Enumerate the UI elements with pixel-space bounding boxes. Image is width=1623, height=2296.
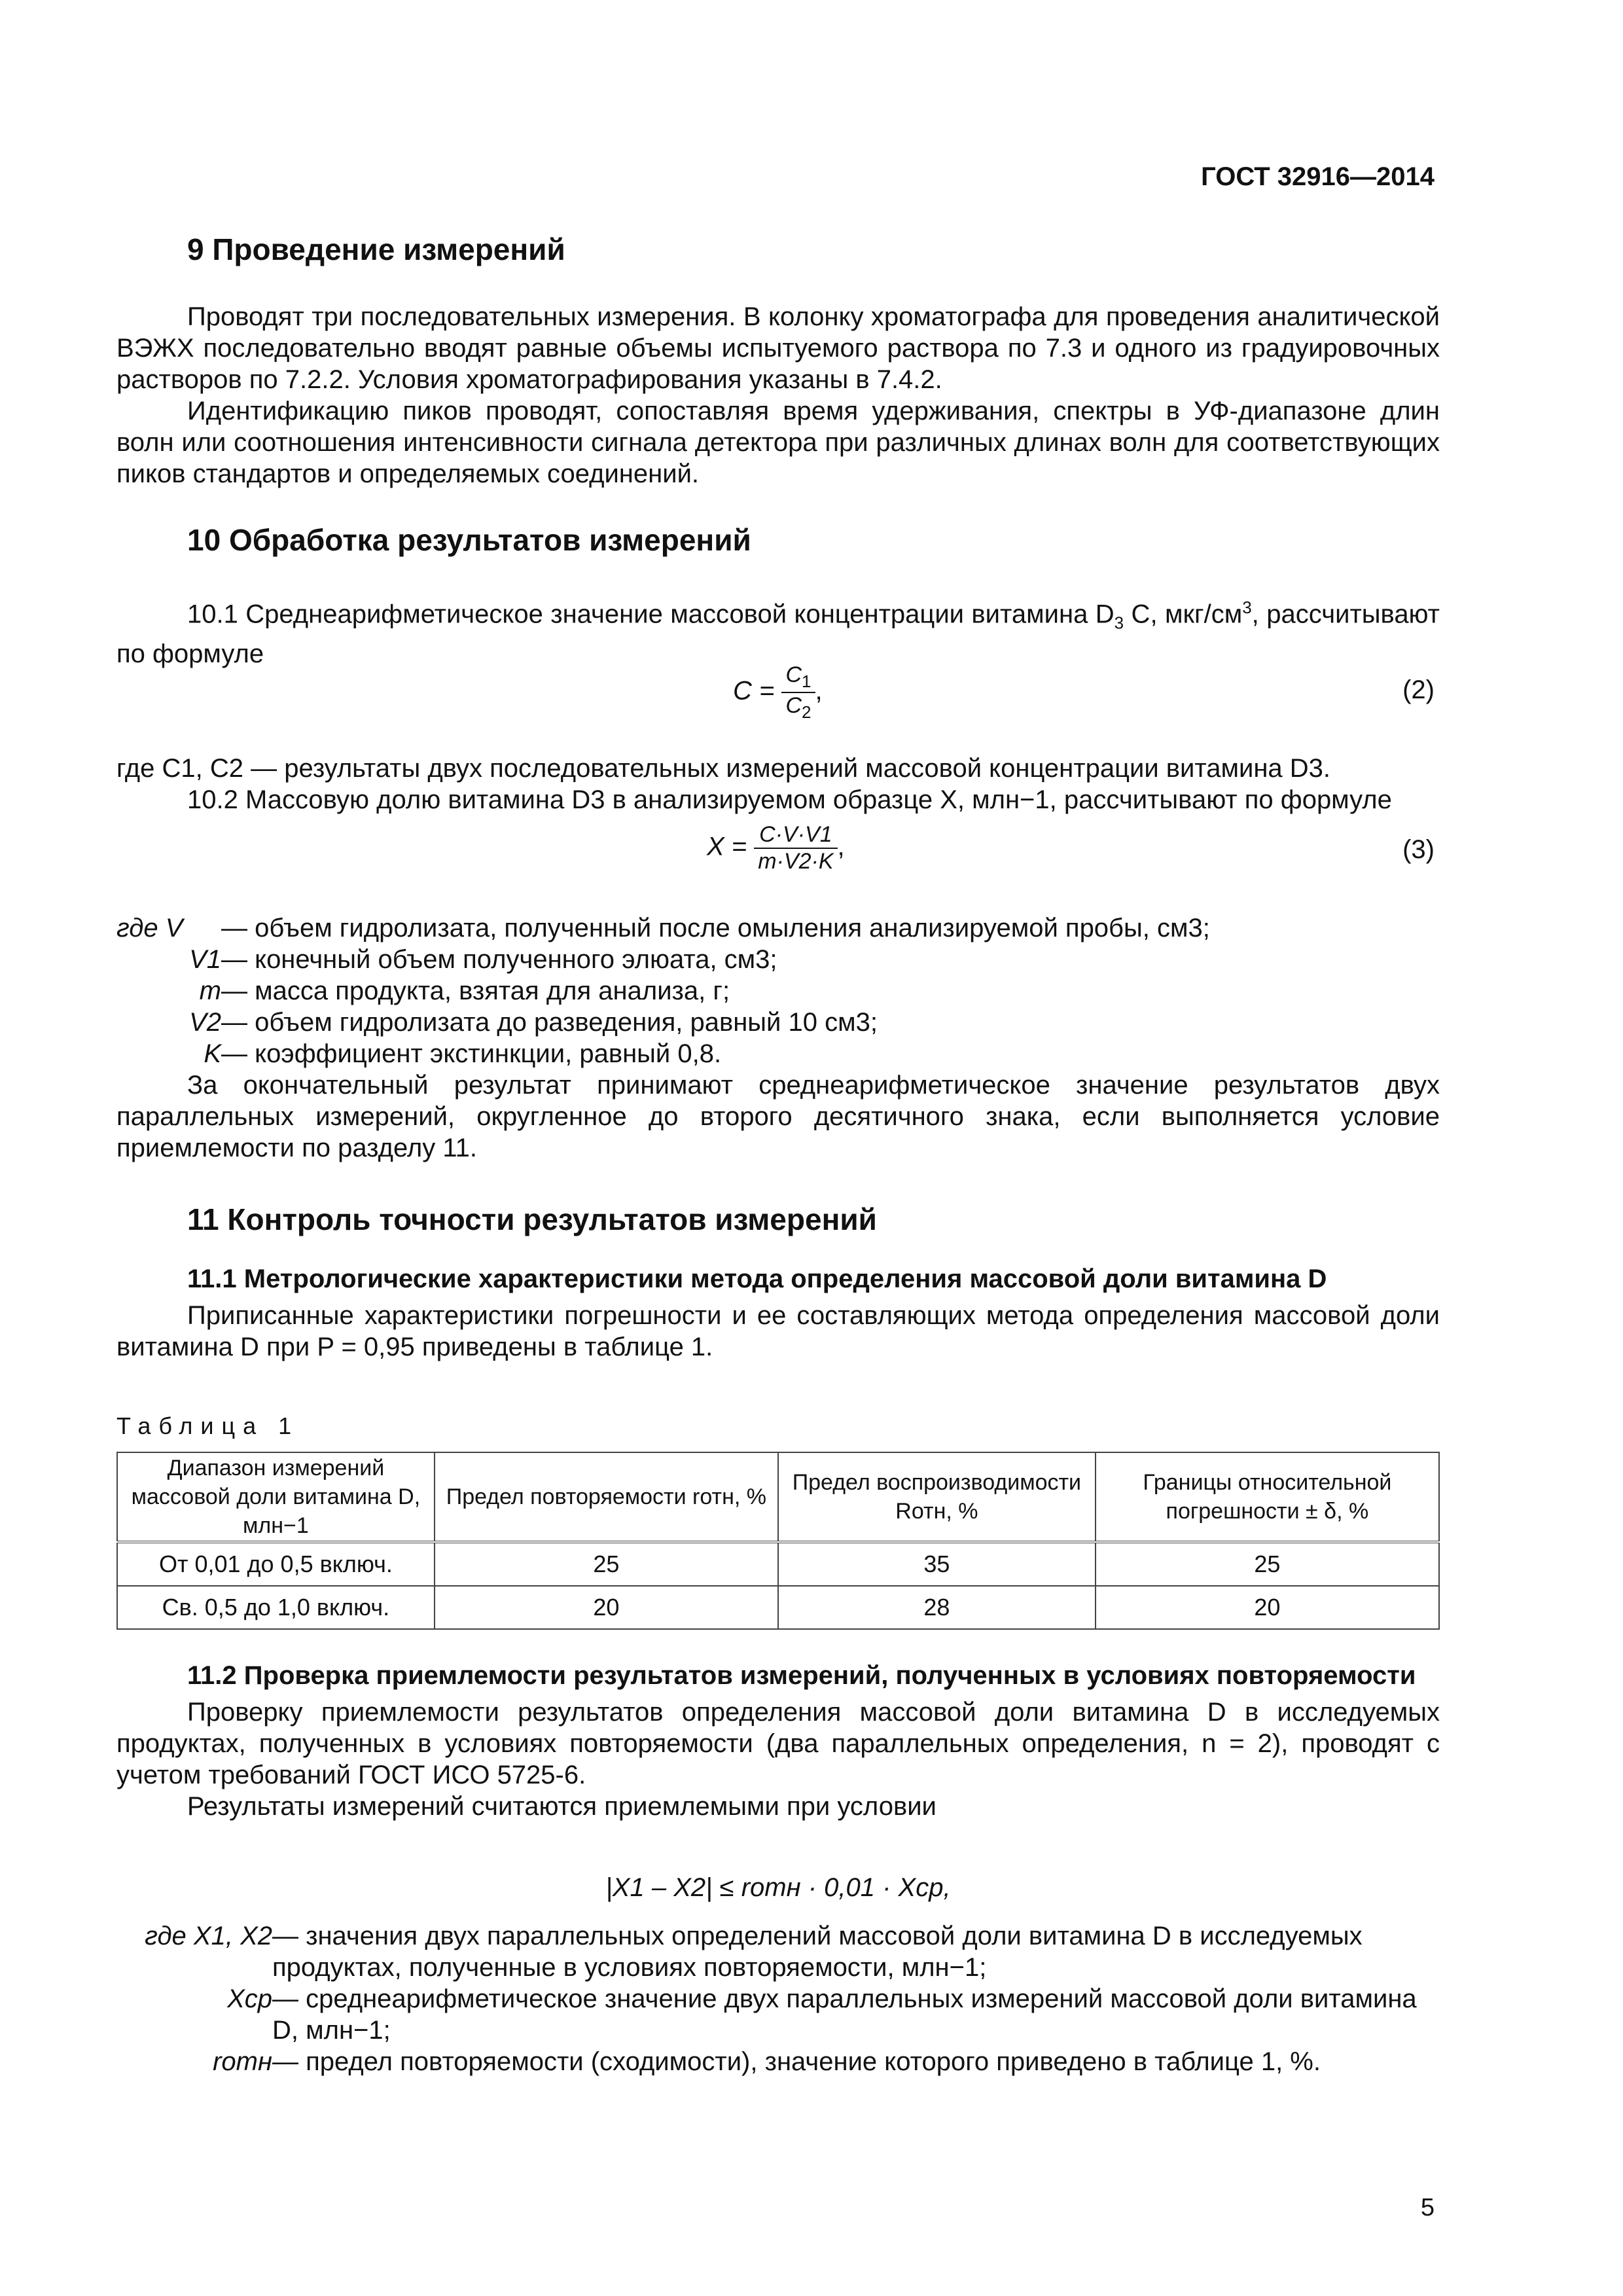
table-cell: 20 [1096, 1586, 1439, 1629]
clause-10-1: 10.1 Среднеарифметическое значение массовой концентрации витамина $D_3$ C, мкг/$см^3$, рассчитывают по формуле [116, 598, 1440, 669]
acceptance-condition: |X1 – X2| ≤ rотн · 0,01 · Xср, [605, 1873, 951, 1902]
table-1 [116, 1452, 1440, 1630]
formula-2-where: где C1, C2 — результаты двух последовательных измерений массовой концентрации витамина D3. [116, 754, 1331, 783]
definition-row: где X1, X2 — значения двух параллельных определений массовой доли витамина D в исследуемых продуктах, полученные в условиях повторяемости, млн−1; [145, 1922, 1363, 1982]
section-9-paragraph-1: Проводят три последовательных измерения. В колонку хроматографа для проведения аналитической ВЭЖХ последовательно вводят равные объемы испытуемого раствора по 7.3 и одного из градуировочных растворов по 7.2.2. Условия хроматографирования указаны в 7.4.2. [116, 302, 1440, 394]
section-10-title: 10 Обработка результатов измерений [187, 523, 751, 557]
document-id: ГОСТ 32916—2014 [1201, 162, 1435, 191]
section-9-paragraph-2: Идентификацию пиков проводят, сопоставляя время удерживания, спектры в УФ-диапазоне длин волн или соотношения интенсивности сигнала детектора при различных длинах волн для соответствующих пиков стандартов и определяемых соединений. [116, 397, 1440, 488]
section-9-title: 9 Проведение измерений [187, 232, 565, 266]
clause-11-2-paragraph-1: Проверку приемлемости результатов определения массовой доли витамина D в исследуемых продуктах, полученных в условиях повторяемости (два параллельных определения, n = 2), проводят с учетом требований ГОСТ ИСО 5725-6. [116, 1698, 1440, 1789]
table-row [117, 1586, 1439, 1629]
section-10 [116, 522, 1440, 670]
clause-10-2: 10.2 Массовую долю витамина D3 в анализируемом образце X, млн−1, рассчитывают по формуле [187, 785, 1392, 814]
formula-3: X = $\frac{C\cdot V\cdot V1}{m\cdot V2\cdot K}$ , [707, 822, 845, 874]
formula-2-number: (2) [1402, 675, 1435, 704]
definition-row: K — коэффициент экстинкции, равный 0,8. [204, 1039, 722, 1068]
table-header-cell: Границы относительной погрешности ± δ, % [1096, 1452, 1439, 1542]
formula-2-fraction: $\frac{C_1}{C_2}$ [781, 662, 815, 723]
table-cell: 25 [1096, 1542, 1439, 1586]
formula-3-definitions [116, 912, 1440, 1164]
table-header-row [117, 1452, 1439, 1542]
formula-2: C = $\frac{C_1}{C_2}$ , [733, 662, 823, 722]
table-caption: Таблица 1 [116, 1412, 300, 1439]
clause-11-2-paragraph-2: Результаты измерений считаются приемлемыми при условии [187, 1792, 936, 1821]
clause-11-1-title: 11.1 Метрологические характеристики метода определения массовой доли витамина D [187, 1265, 1327, 1293]
clause-11-2-title: 11.2 Проверка приемлемости результатов измерений, полученных в условиях повторяемости [187, 1661, 1416, 1690]
clause-11-1-text: Приписанные характеристики погрешности и ее составляющих метода определения массовой доли витамина D при P = 0,95 приведены в таблице 1. [116, 1301, 1440, 1361]
section-11-title: 11 Контроль точности результатов измерений [187, 1202, 877, 1236]
table-cell: От 0,01 до 0,5 включ. [117, 1542, 435, 1586]
section-11 [116, 1202, 1440, 1363]
definition-row: V1 — конечный объем полученного элюата, см3; [189, 945, 777, 974]
table-header-cell: Предел воспроизводимости Rотн, % [778, 1452, 1096, 1542]
definition-row: V2 — объем гидролизата до разведения, равный 10 см3; [189, 1008, 878, 1037]
formula-3-fraction: $\frac{C\cdot V\cdot V1}{m\cdot V2\cdot K}$ [754, 822, 837, 874]
definition-row: rотн — предел повторяемости (сходимости), значение которого приведено в таблице 1, %. [213, 2047, 1321, 2076]
final-result-paragraph: За окончательный результат принимают среднеарифметическое значение результатов двух параллельных измерений, округленное до второго десятичного знака, если выполняется условие приемлемости по разделу 11. [116, 1071, 1440, 1162]
section-9 [116, 232, 1440, 490]
clause-11-2 [116, 1660, 1440, 1822]
table-cell: 20 [435, 1586, 778, 1629]
table-cell: 35 [778, 1542, 1096, 1586]
table-cell: Св. 0,5 до 1,0 включ. [117, 1586, 435, 1629]
condition-definitions [116, 1920, 1440, 2077]
table-header-cell: Диапазон измерений массовой доли витамина D, млн−1 [117, 1452, 435, 1542]
formula-3-number: (3) [1402, 835, 1435, 864]
table-row [117, 1542, 1439, 1586]
table-cell: 25 [435, 1542, 778, 1586]
page-number: 5 [1420, 2194, 1435, 2221]
table-cell: 28 [778, 1586, 1096, 1629]
definition-row: Xср — среднеарифметическое значение двух параллельных измерений массовой доли витамина D, млн−1; [227, 1984, 1417, 2045]
definition-row: где V — объем гидролизата, полученный после омыления анализируемой пробы, см3; [116, 914, 1210, 942]
section-10-cont [116, 753, 1440, 816]
definition-row: m — масса продукта, взятая для анализа, г; [199, 977, 730, 1005]
table-header-cell: Предел повторяемости rотн, % [435, 1452, 778, 1542]
